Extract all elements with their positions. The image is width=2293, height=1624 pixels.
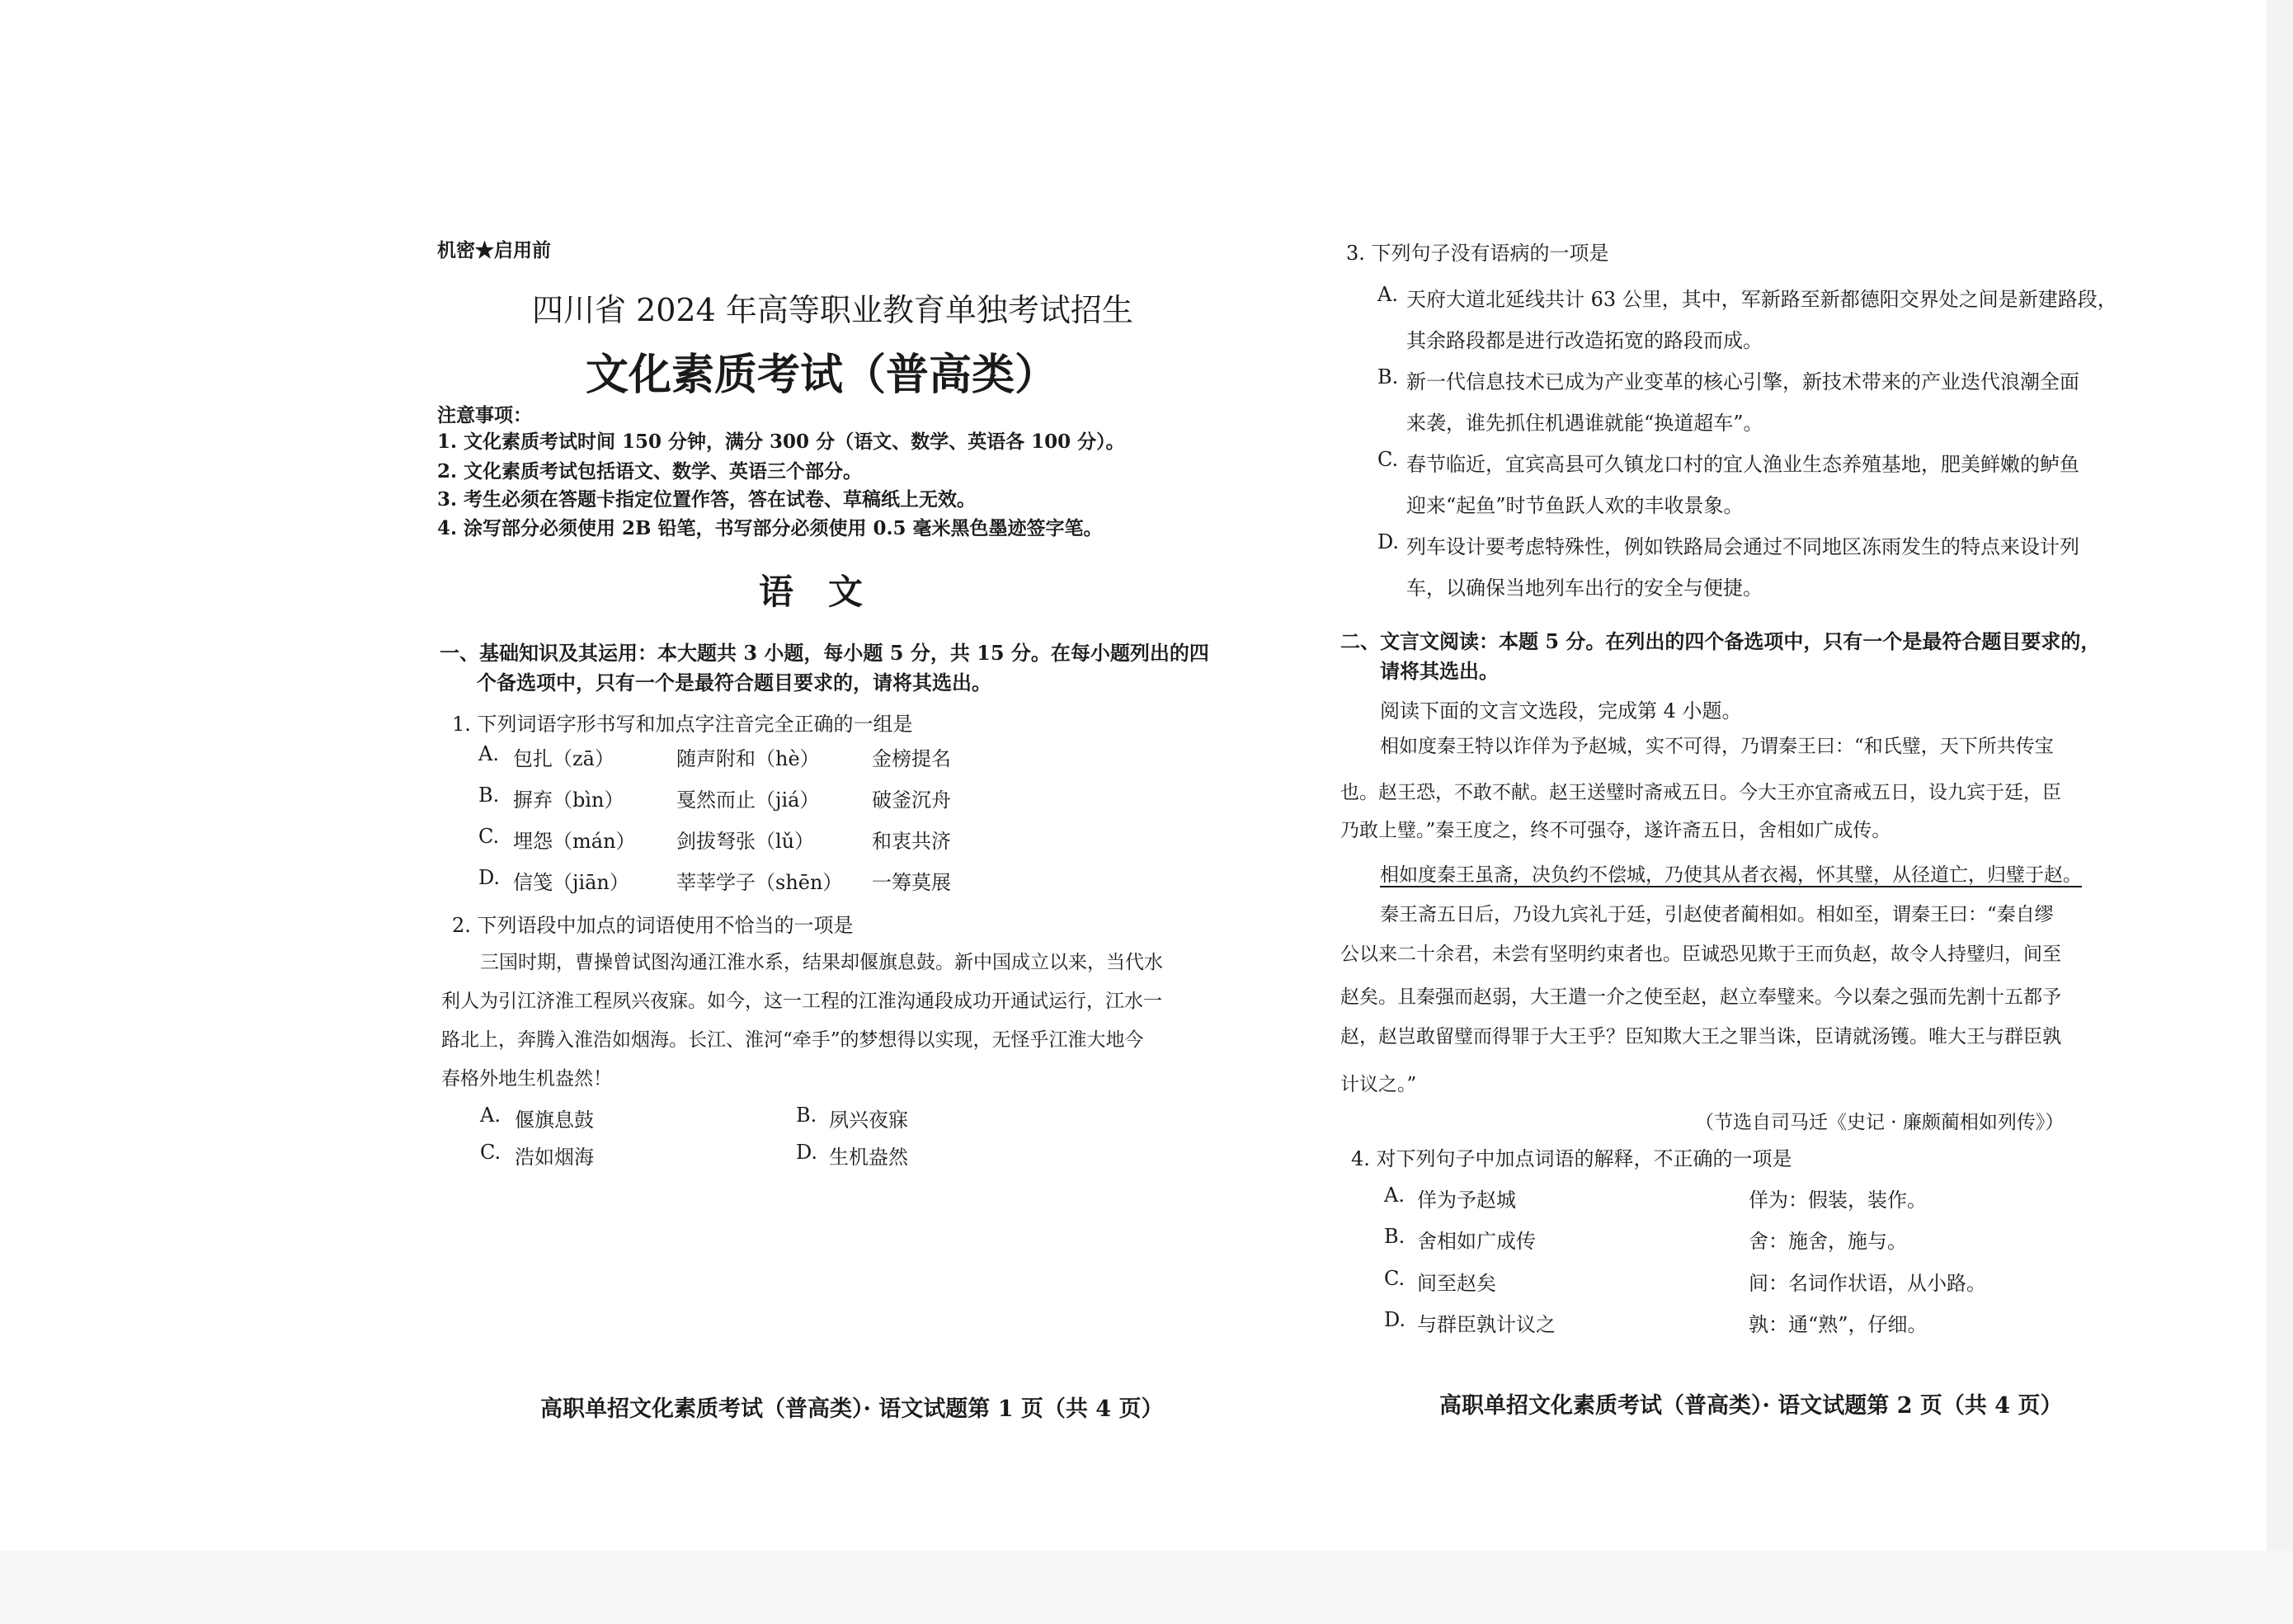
q2-passage-line: 路北上，奔腾入淮浩如烟海。长江、淮河“牵手”的梦想得以实现，无怪乎江淮大地今 (441, 1029, 1144, 1051)
q1-stem: 1. 下列词语字形书写和加点字注音完全正确的一组是 (452, 713, 913, 736)
option-word: 信笺（jiān） (513, 871, 629, 894)
subject-heading: 语 文 (759, 572, 864, 612)
section1-heading: 一、基础知识及其运用：本大题共 3 小题，每小题 5 分，共 15 分。在每小题列出的四 (440, 641, 1209, 665)
option-word: 戛然而止（jiá） (676, 788, 820, 812)
q2-passage-line: 春格外地生机盎然！ (441, 1068, 612, 1090)
q2-option-d: 生机盎然 (829, 1146, 908, 1169)
option-label: D. (1384, 1308, 1406, 1331)
passage-line: 乃敢上璧。”秦王度之，终不可强夺，遂许斋五日，舍相如广成传。 (1340, 820, 1891, 841)
option-label: A. (1384, 1184, 1405, 1207)
option-word: 莘莘学子（shēn） (676, 871, 843, 894)
passage-line: 也。赵王恐，不敢不献。赵王送璧时斋戒五日。今大王亦宜斋戒五日，设九宾于廷，臣 (1340, 782, 2061, 803)
q2-option-c: 浩如烟海 (515, 1146, 594, 1169)
exam-title-line1: 四川省 2024 年高等职业教育单独考试招生 (532, 292, 1133, 328)
option-label: C. (480, 1141, 501, 1164)
q4-option-b-explain: 舍：施舍，施与。 (1749, 1230, 1907, 1253)
option-label: D. (478, 866, 501, 889)
q3-option-c-line2: 迎来“起鱼”时节鱼跃人欢的丰收景象。 (1406, 494, 1744, 517)
section2-heading-cont: 请将其选出。 (1380, 659, 1499, 683)
q4-option-b-text: 舍相如广成传 (1417, 1230, 1536, 1253)
passage-line: 赵矣。且秦强而赵弱，大王遣一介之使至赵，赵立奉璧来。今以秦之强而先割十五都予 (1340, 986, 2061, 1008)
option-word: 随声附和（hè） (676, 747, 820, 770)
notice-item: 3. 考生必须在答题卡指定位置作答，答在试卷、草稿纸上无效。 (437, 488, 977, 511)
option-word: 包扎（zā） (513, 747, 614, 770)
q3-option-d-line2: 车，以确保当地列车出行的安全与便捷。 (1406, 577, 1763, 600)
option-label: B. (478, 784, 500, 807)
option-label: B. (1384, 1225, 1405, 1248)
option-word: 破釜沉舟 (872, 788, 951, 812)
notice-item: 2. 文化素质考试包括语文、数学、英语三个部分。 (437, 460, 863, 482)
passage-line-underlined: 相如度秦王虽斋，决负约不偿城，乃使其从者衣褐，怀其璧，从径道亡，归璧于赵。 (1380, 864, 2082, 886)
section2-heading: 二、文言文阅读：本题 5 分。在列出的四个备选项中，只有一个是最符合题目要求的， (1340, 629, 2101, 653)
q2-stem: 2. 下列语段中加点的词语使用不恰当的一项是 (452, 914, 854, 937)
q3-option-b-line2: 来袭，谁先抓住机遇谁就能“换道超车”。 (1406, 412, 1763, 435)
q3-option-d-line1: 列车设计要考虑特殊性，例如铁路局会通过不同地区冻雨发生的特点来设计列 (1406, 535, 2079, 558)
q4-option-a-explain: 佯为：假装，装作。 (1749, 1189, 1927, 1212)
option-label: C. (1377, 448, 1399, 471)
option-word: 一筹莫展 (872, 871, 951, 894)
notice-item: 4. 涂写部分必须使用 2B 铅笔，书写部分必须使用 0.5 毫米黑色墨迹签字笔。 (437, 517, 1103, 539)
option-label: D. (796, 1141, 818, 1164)
passage-line: 计议之。” (1340, 1074, 1417, 1095)
q3-option-b-line1: 新一代信息技术已成为产业变革的核心引擎，新技术带来的产业迭代浪潮全面 (1406, 370, 2079, 393)
notice-item: 1. 文化素质考试时间 150 分钟，满分 300 分（语文、数学、英语各 100 分）。 (437, 431, 1125, 453)
option-label: D. (1377, 530, 1400, 553)
option-word: 金榜提名 (872, 747, 951, 770)
q4-stem: 4. 对下列句子中加点词语的解释，不正确的一项是 (1351, 1147, 1792, 1170)
option-label: C. (478, 825, 500, 848)
option-label: B. (796, 1104, 817, 1127)
option-label: B. (1377, 365, 1399, 388)
page-right (1287, 0, 2293, 1624)
passage-source: （节选自司马迁《史记 · 廉颇蔺相如列传》） (1695, 1112, 2065, 1133)
q2-passage-line: 三国时期，曹操曾试图沟通江淮水系，结果却偃旗息鼓。新中国成立以来，当代水 (480, 952, 1163, 973)
option-label: C. (1384, 1267, 1405, 1290)
q3-option-a-line1: 天府大道北延线共计 63 公里，其中，军新路至新都德阳交界处之间是新建路段， (1406, 288, 2117, 311)
section1-heading-cont: 个备选项中，只有一个是最符合题目要求的，请将其选出。 (477, 671, 991, 694)
passage-line: 相如度秦王特以诈佯为予赵城，实不可得，乃谓秦王曰：“和氏璧，天下所共传宝 (1380, 736, 2054, 757)
page-footer: 高职单招文化素质考试（普高类）· 语文试题第 1 页（共 4 页） (540, 1396, 1164, 1422)
page-footer: 高职单招文化素质考试（普高类）· 语文试题第 2 页（共 4 页） (1439, 1393, 2063, 1419)
option-word: 摒弃（bìn） (513, 788, 624, 812)
q2-passage-line: 利人为引江济淮工程夙兴夜寐。如今，这一工程的江淮沟通段成功开通试运行，江水一 (441, 991, 1162, 1012)
passage-line: 赵，赵岂敢留璧而得罪于大王乎？臣知欺大王之罪当诛，臣请就汤镬。唯大王与群臣孰 (1340, 1026, 2061, 1047)
q2-option-b: 夙兴夜寐 (829, 1109, 908, 1132)
q4-option-d-explain: 孰：通“熟”，仔细。 (1749, 1313, 1928, 1336)
q3-option-c-line1: 春节临近，宜宾高县可久镇龙口村的宜人渔业生态养殖基地，肥美鲜嫩的鲈鱼 (1406, 453, 2079, 476)
option-label: A. (480, 1104, 501, 1127)
q3-stem: 3. 下列句子没有语病的一项是 (1346, 242, 1609, 265)
q2-option-a: 偃旗息鼓 (515, 1109, 594, 1132)
q3-option-a-line2: 其余路段都是进行改造拓宽的路段而成。 (1406, 329, 1763, 352)
option-label: A. (478, 742, 499, 765)
classification-label: 机密★启用前 (437, 239, 551, 261)
option-word: 剑拔弩张（lǔ） (676, 830, 815, 853)
passage-line: 秦王斋五日后，乃设九宾礼于廷，引赵使者蔺相如。相如至，谓秦王曰：“秦自缪 (1380, 904, 2054, 925)
q4-option-d-text: 与群臣孰计议之 (1417, 1313, 1556, 1336)
q4-option-c-explain: 间：名词作状语，从小路。 (1749, 1272, 1986, 1295)
option-label: A. (1377, 283, 1398, 306)
option-word: 埋怨（mán） (513, 830, 636, 853)
q4-option-a-text: 佯为予赵城 (1417, 1189, 1516, 1212)
q4-option-c-text: 间至赵矣 (1417, 1272, 1496, 1295)
notice-heading: 注意事项： (437, 404, 532, 426)
exam-title-line2: 文化素质考试（普高类） (586, 350, 1058, 400)
option-word: 和衷共济 (872, 830, 951, 853)
passage-line: 公以来二十余君，未尝有坚明约束者也。臣诚恐见欺于王而负赵，故令人持璧归，间至 (1340, 944, 2061, 965)
reading-intro: 阅读下面的文言文选段，完成第 4 小题。 (1380, 699, 1742, 723)
